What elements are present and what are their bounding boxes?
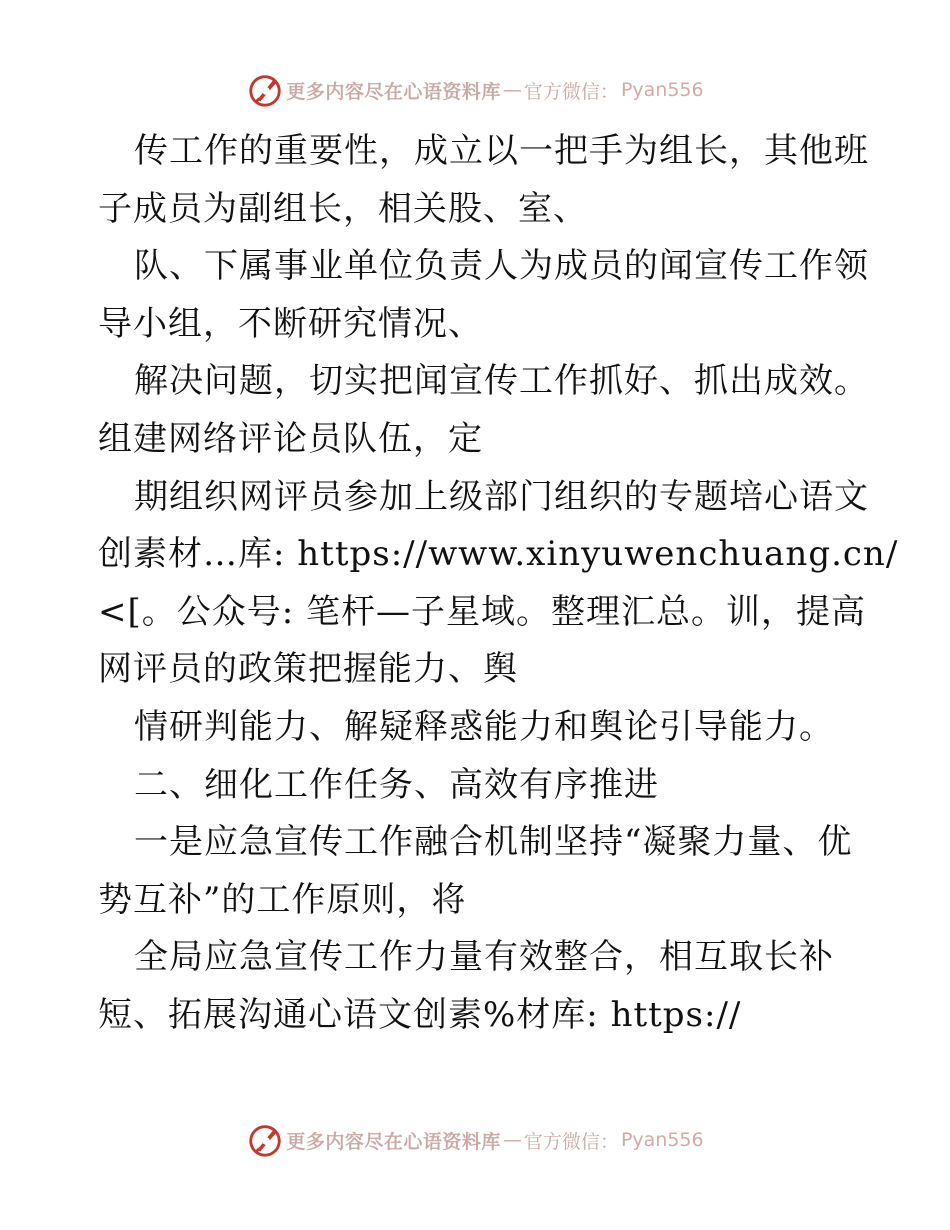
banner-dash: — [502, 1129, 522, 1151]
banner-dash: — [502, 79, 522, 101]
text-line: 势互补”的工作原则，将 [98, 879, 467, 920]
text-line: 期组织网评员参加上级部门组织的专题培心语文 [134, 476, 869, 517]
text-line: 队、下属事业单位负责人为成员的闻宣传工作领 [134, 246, 869, 287]
text-line: 解决问题，切实把闻宣传工作抓好、抓出成效。 [134, 361, 869, 402]
header-banner [0, 68, 950, 112]
text-line: 短、拓展沟通心语文创素%材库: https:// [98, 994, 742, 1035]
document-body [98, 123, 899, 1045]
banner-wechat-id: Pyan556 [620, 79, 704, 101]
text-line: <[。公众号: 笔杆—子星域。整理汇总。训，提高 [98, 591, 867, 632]
text-line: 全局应急宣传工作力量有效整合，相互取长补 [134, 937, 834, 978]
banner-text: 更多内容尽在心语资料库 [286, 80, 501, 103]
text-line: 组建网络评论员队伍，定 [98, 418, 483, 459]
text-line: 传工作的重要性，成立以一把手为组长，其他班 [134, 131, 869, 171]
banner-text: 更多内容尽在心语资料库 [286, 1130, 501, 1153]
footer-banner [0, 1118, 950, 1162]
banner-label: 官方微信： [523, 80, 619, 103]
banner-label: 官方微信： [523, 1130, 619, 1153]
text-line: 导小组，不断研究情况、 [98, 303, 483, 344]
quill-pen-logo-icon [246, 1121, 284, 1159]
text-line: 网评员的政策把握能力、舆 [98, 649, 518, 690]
text-line: 创素材…库: https://www.xinyuwenchuang.cn/ [98, 534, 899, 575]
banner-wechat-id: Pyan556 [620, 1129, 704, 1151]
text-line: 情研判能力、解疑释惑能力和舆论引导能力。 [134, 706, 834, 747]
text-line: 二、细化工作任务、高效有序推进 [134, 764, 659, 805]
text-line: 一是应急宣传工作融合机制坚持“凝聚力量、优 [134, 822, 853, 863]
text-line: 子成员为副组长，相关股、室、 [98, 188, 588, 229]
quill-pen-logo-icon [246, 71, 284, 109]
